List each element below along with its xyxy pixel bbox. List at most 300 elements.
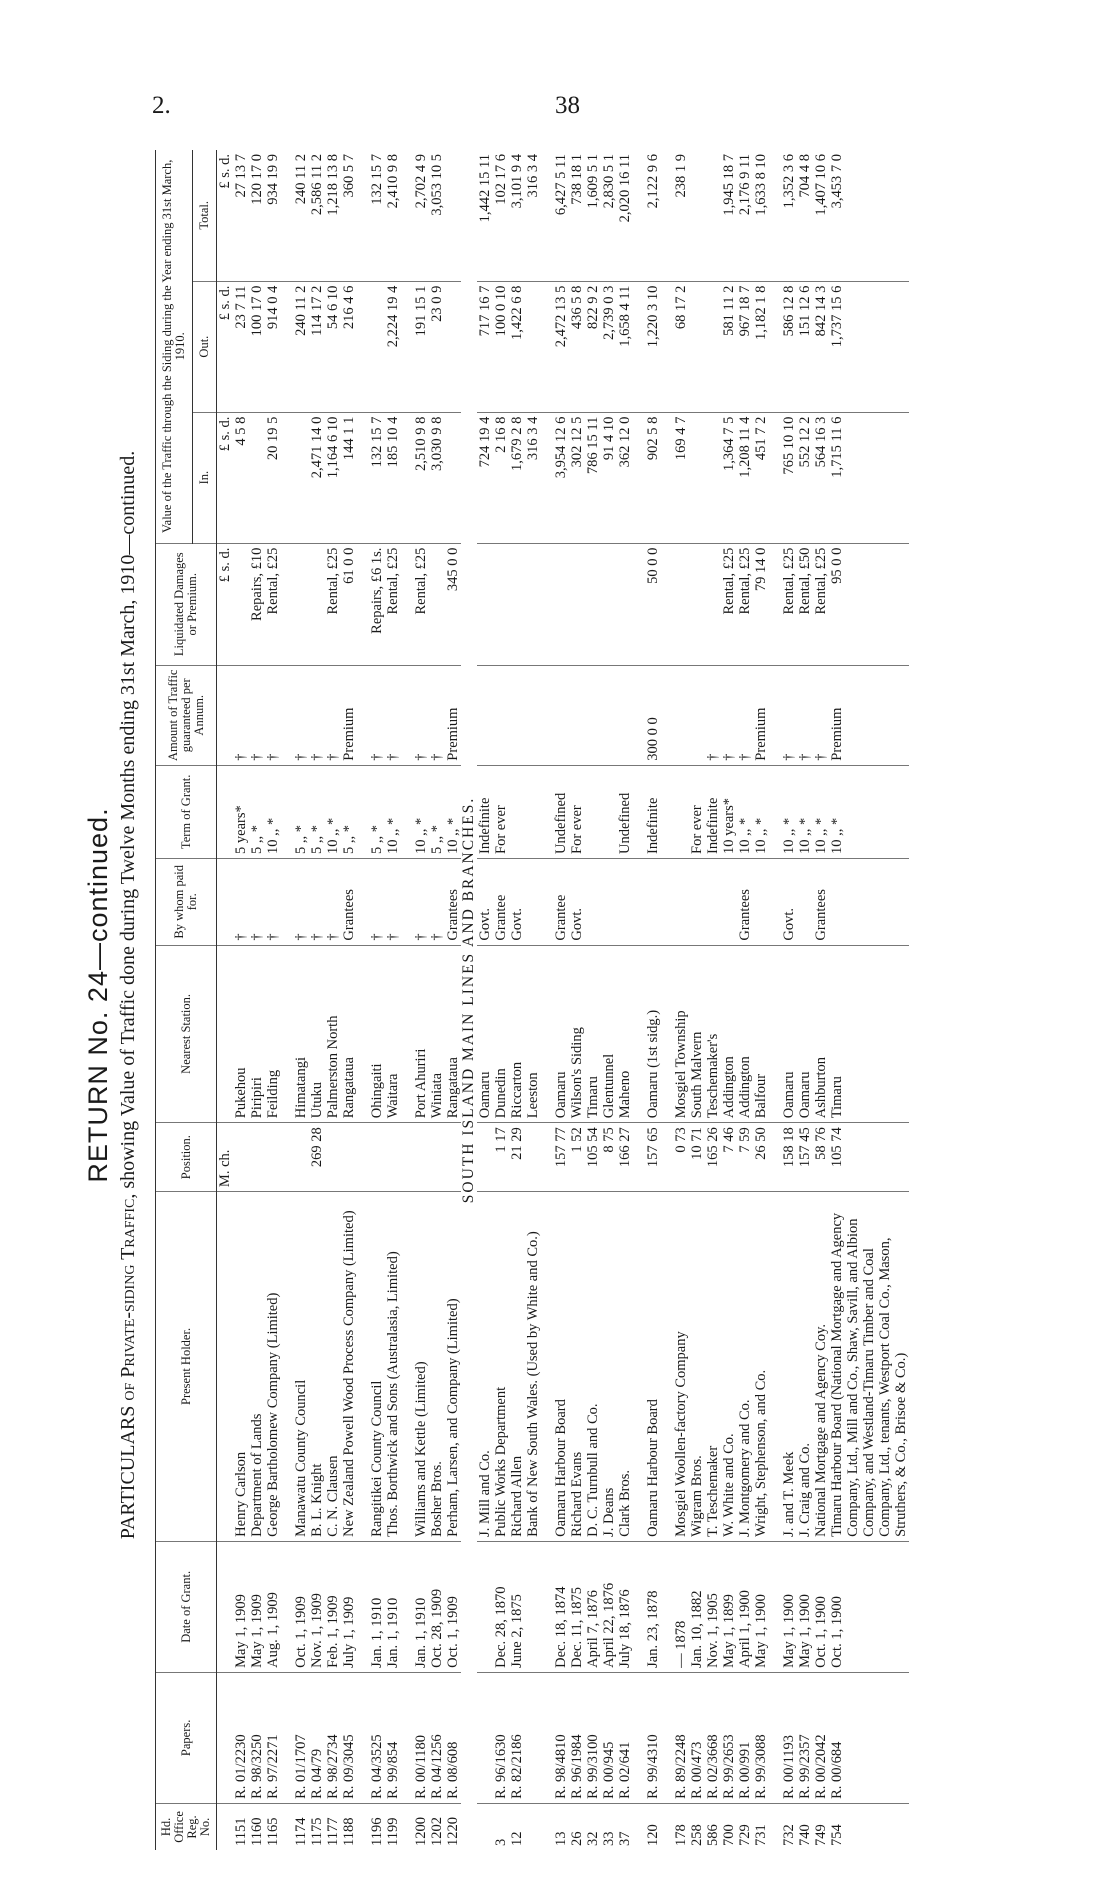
table-body: [233, 150, 909, 1850]
cell-position: 7 59: [737, 1123, 753, 1192]
cell-date: July 18, 1876: [617, 1541, 633, 1672]
cell-value-in: 1,715 11 6: [829, 412, 909, 543]
cell-value-in: 132 15 7: [369, 412, 385, 543]
cell-value-total: 316 3 4: [525, 150, 541, 281]
cell-office-no: 1175: [309, 1817, 325, 1846]
cell-value-in: 2,471 14 0: [309, 412, 325, 543]
header-papers: Papers.: [156, 1672, 217, 1803]
table-row: [413, 150, 429, 1850]
cell-position: 58 76: [813, 1123, 829, 1192]
cell-amount-guaranteed: †: [429, 665, 445, 765]
cell-date: Feb. 1, 1909: [325, 1541, 341, 1672]
cell-value-out: 2,224 19 4: [385, 281, 401, 412]
cell-value-total: 738 18 1: [569, 150, 585, 281]
cell-papers: R. 98/2734: [325, 1672, 341, 1803]
cell-amount-guaranteed: Premium: [445, 665, 461, 765]
cell-liquidated: Rental, £25: [721, 543, 737, 665]
cell-office-no: 740: [797, 1824, 813, 1846]
cell-paid-by: †: [309, 858, 325, 945]
cell-value-in: 786 15 11: [585, 412, 601, 543]
cell-station: Balfour: [753, 945, 769, 1123]
group-spacer: [633, 150, 645, 1850]
cell-value-total: 3,053 10 5: [429, 150, 445, 281]
cell-liquidated: [553, 543, 569, 665]
cell-value-in: 902 5 8: [645, 412, 661, 543]
cell-value-in: 451 7 2: [753, 412, 769, 543]
cell-office-no: 1200: [413, 1817, 429, 1846]
cell-papers: [477, 1672, 493, 1803]
cell-liquidated: [525, 543, 541, 665]
cell-position: [233, 1123, 249, 1192]
cell-paid-by: Grantees: [341, 858, 357, 945]
cell-station: South Malvern: [689, 945, 705, 1123]
cell-amount-guaranteed: †: [721, 665, 737, 765]
cell-amount-guaranteed: †: [309, 665, 325, 765]
cell-papers: [525, 1672, 541, 1803]
cell-value-total: 360 5 7: [341, 150, 357, 281]
cell-value-total: 3,101 9 4: [509, 150, 525, 281]
cell-value-in: 302 12 5: [569, 412, 585, 543]
cell-papers: R. 99/854: [385, 1672, 401, 1803]
cell-holder: B. L. Knight: [309, 1192, 325, 1542]
cell-office-no: 3: [493, 1838, 509, 1846]
cell-date: Oct. 28, 1909: [429, 1541, 445, 1672]
group-spacer: [661, 150, 673, 1850]
table-row: [829, 150, 909, 1850]
cell-value-in: 765 10 10: [781, 412, 797, 543]
cell-value-out: [705, 281, 721, 412]
header-amount: Amount of Traffic guaranteed per Annum.: [156, 665, 217, 765]
cell-value-in: 185 10 4: [385, 412, 401, 543]
cell-position: [293, 1123, 309, 1192]
cell-office-no: 1165: [265, 1817, 281, 1846]
cell-station: Waitara: [385, 945, 401, 1123]
cell-papers: R. 04/79: [309, 1672, 325, 1803]
page-number: 38: [555, 92, 580, 119]
cell-office-no: 37: [617, 1831, 633, 1846]
cell-amount-guaranteed: †: [797, 665, 813, 765]
cell-term: 10 ,, *: [781, 765, 797, 858]
table-row: [309, 150, 325, 1850]
cell-value-out: 23 0 9: [429, 281, 445, 412]
cell-liquidated: [601, 543, 617, 665]
cell-papers: R. 04/3525: [369, 1672, 385, 1803]
cell-paid-by: †: [249, 858, 265, 945]
cell-amount-guaranteed: †: [249, 665, 265, 765]
out-unit: £ s. d.: [217, 281, 234, 412]
table-row: [249, 150, 265, 1850]
cell-holder: J. Craig and Co.: [797, 1192, 813, 1542]
cell-date: May 1, 1900: [781, 1541, 797, 1672]
cell-office-no: [477, 1803, 493, 1850]
table-row: [689, 150, 705, 1850]
cell-term: 10 ,, *: [813, 765, 829, 858]
cell-term: [525, 765, 541, 858]
header-total: Total.: [193, 150, 217, 281]
cell-value-total: 704 4 8: [797, 150, 813, 281]
cell-amount-guaranteed: [493, 665, 509, 765]
cell-term: 5 ,, *: [429, 765, 445, 858]
cell-value-total: 120 17 0: [249, 150, 265, 281]
cell-term: For ever: [569, 765, 585, 858]
cell-value-in: [249, 412, 265, 543]
cell-date: Oct. 1, 1900: [829, 1541, 909, 1672]
cell-value-in: 91 4 10: [601, 412, 617, 543]
cell-holder: Richard Evans: [569, 1192, 585, 1542]
cell-term: [509, 765, 525, 858]
cell-position: 10 71: [689, 1123, 705, 1192]
cell-liquidated: [293, 543, 309, 665]
cell-office-no: 12: [509, 1831, 525, 1846]
cell-value-total: 2,586 11 2: [309, 150, 325, 281]
cell-value-out: 581 11 2: [721, 281, 737, 412]
cell-term: [585, 765, 601, 858]
cell-holder: Clark Bros.: [617, 1192, 633, 1542]
position-unit: M. ch.: [217, 1123, 234, 1192]
cell-station: Maheno: [617, 945, 633, 1123]
cell-holder: Thos. Borthwick and Sons (Australasia, Limited): [385, 1192, 401, 1542]
cell-office-no: 1202: [429, 1817, 445, 1846]
cell-office-no: 258: [689, 1824, 705, 1846]
header-holder: Present Holder.: [156, 1192, 217, 1542]
cell-liquidated: Rental, £25: [737, 543, 753, 665]
cell-liquidated: [309, 543, 325, 665]
cell-term: 10 ,, *: [445, 765, 461, 858]
cell-papers: R. 08/608: [445, 1672, 461, 1803]
cell-value-out: [689, 281, 705, 412]
cell-liquidated: Rental, £25: [265, 543, 281, 665]
cell-value-out: 1,658 4 11: [617, 281, 633, 412]
cell-amount-guaranteed: Premium: [829, 665, 909, 765]
cell-term: 5 years*: [233, 765, 249, 858]
cell-station: Oamaru: [781, 945, 797, 1123]
cell-amount-guaranteed: †: [737, 665, 753, 765]
cell-value-total: 132 15 7: [369, 150, 385, 281]
cell-term: 10 ,, *: [737, 765, 753, 858]
cell-date: [477, 1541, 493, 1672]
cell-paid-by: [673, 858, 689, 945]
cell-value-out: 100 0 10: [493, 281, 509, 412]
cell-office-no: 32: [585, 1831, 601, 1846]
cell-amount-guaranteed: [477, 665, 493, 765]
cell-station: Oamaru: [553, 945, 569, 1123]
cell-position: [341, 1123, 357, 1192]
cell-term: [673, 765, 689, 858]
cell-station: Oamaru: [477, 945, 493, 1123]
cell-amount-guaranteed: †: [293, 665, 309, 765]
cell-value-out: 436 5 8: [569, 281, 585, 412]
cell-papers: R. 96/1984: [569, 1672, 585, 1803]
cell-value-total: 1,218 13 8: [325, 150, 341, 281]
cell-value-out: 586 12 8: [781, 281, 797, 412]
cell-paid-by: [705, 858, 721, 945]
cell-paid-by: †: [293, 858, 309, 945]
cell-holder: Bosher Bros.: [429, 1192, 445, 1542]
cell-holder: Rangitikei County Council: [369, 1192, 385, 1542]
table-row: [477, 150, 493, 1850]
cell-station: Utuku: [309, 945, 325, 1123]
return-sheet: [75, 140, 1075, 1850]
cell-value-total: [689, 150, 705, 281]
cell-office-no: 754: [829, 1824, 845, 1846]
header-out: Out.: [193, 281, 217, 412]
table-row: [493, 150, 509, 1850]
cell-station: Rangataua: [445, 945, 461, 1123]
cell-value-total: [445, 150, 461, 281]
cell-amount-guaranteed: [509, 665, 525, 765]
cell-papers: R. 97/2271: [265, 1672, 281, 1803]
cell-station: Oamaru (1st sidg.): [645, 945, 661, 1123]
group-spacer: [769, 150, 781, 1850]
cell-date: June 2, 1875: [509, 1541, 525, 1672]
group-spacer: [281, 150, 293, 1850]
cell-holder: Oamaru Harbour Board: [553, 1192, 569, 1542]
cell-holder: George Bartholomew Company (Limited): [265, 1192, 281, 1542]
cell-liquidated: [689, 543, 705, 665]
cell-position: 26 50: [753, 1123, 769, 1192]
cell-amount-guaranteed: [673, 665, 689, 765]
cell-station: Piripiri: [249, 945, 265, 1123]
cell-term: For ever: [493, 765, 509, 858]
cell-office-no: 26: [569, 1831, 585, 1846]
cell-liquidated: [509, 543, 525, 665]
cell-amount-guaranteed: †: [781, 665, 797, 765]
cell-value-out: 23 7 11: [233, 281, 249, 412]
cell-amount-guaranteed: [617, 665, 633, 765]
cell-value-total: 2,410 9 8: [385, 150, 401, 281]
cell-value-out: 68 17 2: [673, 281, 689, 412]
cell-liquidated: 61 0 0: [341, 543, 357, 665]
cell-papers: R. 00/991: [737, 1672, 753, 1803]
cell-value-total: 27 13 7: [233, 150, 249, 281]
cell-amount-guaranteed: Premium: [341, 665, 357, 765]
cell-station: Wilson's Siding: [569, 945, 585, 1123]
cell-date: Jan. 1, 1910: [413, 1541, 429, 1672]
cell-holder: J. Montgomery and Co.: [737, 1192, 753, 1542]
siding-traffic-table: [155, 150, 909, 1850]
cell-value-in: [689, 412, 705, 543]
cell-papers: R. 98/3250: [249, 1672, 265, 1803]
cell-date: April 7, 1876: [585, 1541, 601, 1672]
cell-station: Feilding: [265, 945, 281, 1123]
cell-liquidated: [673, 543, 689, 665]
cell-holder: Bank of New South Wales. (Used by White and Co.): [525, 1192, 541, 1542]
cell-station: Glentunnel: [601, 945, 617, 1123]
cell-value-out: [525, 281, 541, 412]
cell-value-out: 717 16 7: [477, 281, 493, 412]
table-row: [645, 150, 661, 1850]
cell-value-out: 2,472 13 5: [553, 281, 569, 412]
table-row: [813, 150, 829, 1850]
cell-holder: Wright, Stephenson, and Co.: [753, 1192, 769, 1542]
cell-value-out: 1,422 6 8: [509, 281, 525, 412]
cell-value-out: 114 17 2: [309, 281, 325, 412]
cell-holder: Mosgiel Woollen-factory Company: [673, 1192, 689, 1542]
cell-position: [525, 1123, 541, 1192]
table-row: [369, 150, 385, 1850]
cell-date: Jan. 23, 1878: [645, 1541, 661, 1672]
cell-position: [369, 1123, 385, 1192]
cell-office-no: 732: [781, 1824, 797, 1846]
cell-term: For ever: [689, 765, 705, 858]
cell-value-out: [445, 281, 461, 412]
cell-term: Indefinite: [645, 765, 661, 858]
cell-office-no: 1151: [233, 1817, 249, 1846]
cell-value-in: 20 19 5: [265, 412, 281, 543]
cell-papers: R. 96/1630: [493, 1672, 509, 1803]
cell-value-in: 1,164 6 10: [325, 412, 341, 543]
cell-papers: R. 00/2042: [813, 1672, 829, 1803]
cell-paid-by: †: [369, 858, 385, 945]
cell-date: Dec. 18, 1874: [553, 1541, 569, 1672]
cell-liquidated: [233, 543, 249, 665]
cell-paid-by: Govt.: [781, 858, 797, 945]
cell-date: May 1, 1909: [249, 1541, 265, 1672]
header-paid: By whom paid for.: [156, 858, 217, 945]
cell-position: [325, 1123, 341, 1192]
cell-term: 10 ,, *: [753, 765, 769, 858]
cell-paid-by: [829, 858, 909, 945]
section-row: [461, 150, 477, 1850]
cell-liquidated: Rental, £50: [797, 543, 813, 665]
cell-value-out: 100 17 0: [249, 281, 265, 412]
cell-office-no: 1188: [341, 1817, 357, 1846]
cell-office-no: 1199: [385, 1817, 401, 1846]
table-row: [781, 150, 797, 1850]
page-left-label: 2.: [152, 92, 171, 119]
cell-term: 5 ,, *: [369, 765, 385, 858]
cell-date: Nov. 1, 1909: [309, 1541, 325, 1672]
cell-position: 8 75: [601, 1123, 617, 1192]
cell-value-in: 1,679 2 8: [509, 412, 525, 543]
cell-paid-by: [585, 858, 601, 945]
cell-holder: Henry Carlson: [233, 1192, 249, 1542]
cell-office-no: 586: [705, 1824, 721, 1846]
table-caption: [117, 140, 140, 1850]
cell-value-total: 934 19 9: [265, 150, 281, 281]
cell-paid-by: Govt.: [477, 858, 493, 945]
cell-station: Himatangi: [293, 945, 309, 1123]
cell-station: Winiata: [429, 945, 445, 1123]
cell-papers: R. 00/473: [689, 1672, 705, 1803]
header-liquidated: Liquidated Damages or Premium.: [156, 543, 217, 665]
cell-papers: R. 99/4310: [645, 1672, 661, 1803]
cell-papers: R. 99/2357: [797, 1672, 813, 1803]
table-row: [525, 150, 541, 1850]
table-row: [429, 150, 445, 1850]
cell-paid-by: †: [265, 858, 281, 945]
cell-value-in: 4 5 8: [233, 412, 249, 543]
cell-amount-guaranteed: †: [413, 665, 429, 765]
table-row: [341, 150, 357, 1850]
cell-position: 157 65: [645, 1123, 661, 1192]
cell-liquidated: [617, 543, 633, 665]
cell-office-no: 1196: [369, 1817, 385, 1846]
cell-papers: R. 82/2186: [509, 1672, 525, 1803]
header-station: Nearest Station.: [156, 945, 217, 1123]
cell-position: [249, 1123, 265, 1192]
cell-holder: J. Deans: [601, 1192, 617, 1542]
cell-term: Indefinite: [705, 765, 721, 858]
cell-value-total: [705, 150, 721, 281]
cell-position: [477, 1123, 493, 1192]
cell-value-in: 3,030 9 8: [429, 412, 445, 543]
cell-office-no: 700: [721, 1824, 737, 1846]
table-row: [445, 150, 461, 1850]
header-value-group: Value of the Traffic through the Siding during the Year ending 31st March, 1910.: [156, 150, 193, 543]
cell-liquidated: [585, 543, 601, 665]
liquidated-unit: £ s. d.: [217, 543, 234, 665]
cell-paid-by: [601, 858, 617, 945]
cell-liquidated: Rental, £25: [781, 543, 797, 665]
cell-value-in: 362 12 0: [617, 412, 633, 543]
cell-liquidated: 50 0 0: [645, 543, 661, 665]
cell-value-total: 6,427 5 11: [553, 150, 569, 281]
cell-station: Ohingaiti: [369, 945, 385, 1123]
table-row: [553, 150, 569, 1850]
cell-date: April 22, 1876: [601, 1541, 617, 1672]
section-heading: SOUTH ISLAND MAIN LINES AND BRANCHES.: [460, 796, 477, 1204]
cell-date: May 1, 1900: [753, 1541, 769, 1672]
cell-term: 5 ,, *: [309, 765, 325, 858]
cell-paid-by: Grantee: [553, 858, 569, 945]
cell-paid-by: [721, 858, 737, 945]
cell-liquidated: 79 14 0: [753, 543, 769, 665]
cell-liquidated: 345 0 0: [445, 543, 461, 665]
table-row: [617, 150, 633, 1850]
cell-station: Palmerston North: [325, 945, 341, 1123]
cell-term: 10 ,, *: [385, 765, 401, 858]
table-row: [293, 150, 309, 1850]
cell-value-in: 1,208 11 4: [737, 412, 753, 543]
cell-station: Teschemaker's: [705, 945, 721, 1123]
cell-value-total: 2,020 16 11: [617, 150, 633, 281]
cell-date: Jan. 1, 1910: [385, 1541, 401, 1672]
cell-holder: Manawatu County Council: [293, 1192, 309, 1542]
cell-value-out: 1,220 3 10: [645, 281, 661, 412]
cell-paid-by: Govt.: [569, 858, 585, 945]
cell-station: Leeston: [525, 945, 541, 1123]
header-date: Date of Grant.: [156, 1541, 217, 1672]
cell-value-in: 724 19 4: [477, 412, 493, 543]
cell-amount-guaranteed: †: [813, 665, 829, 765]
cell-holder: Public Works Department: [493, 1192, 509, 1542]
cell-liquidated: [705, 543, 721, 665]
cell-station: Ashburton: [813, 945, 829, 1123]
cell-value-total: 102 17 6: [493, 150, 509, 281]
cell-value-out: 191 15 1: [413, 281, 429, 412]
table-row: [325, 150, 341, 1850]
cell-value-total: 240 11 2: [293, 150, 309, 281]
cell-paid-by: †: [413, 858, 429, 945]
cell-paid-by: †: [325, 858, 341, 945]
cell-date: Dec. 28, 1870: [493, 1541, 509, 1672]
cell-date: Oct. 1, 1909: [445, 1541, 461, 1672]
cell-paid-by: †: [385, 858, 401, 945]
table-row: [797, 150, 813, 1850]
cell-term: Undefined: [553, 765, 569, 858]
cell-office-no: [525, 1803, 541, 1850]
cell-papers: R. 02/3668: [705, 1672, 721, 1803]
cell-term: 10 ,, *: [265, 765, 281, 858]
total-unit: £ s. d.: [217, 150, 234, 281]
cell-position: 21 29: [509, 1123, 525, 1192]
cell-position: 165 26: [705, 1123, 721, 1192]
cell-position: 269 28: [309, 1123, 325, 1192]
cell-holder: C. N. Clausen: [325, 1192, 341, 1542]
cell-amount-guaranteed: †: [265, 665, 281, 765]
cell-position: [265, 1123, 281, 1192]
